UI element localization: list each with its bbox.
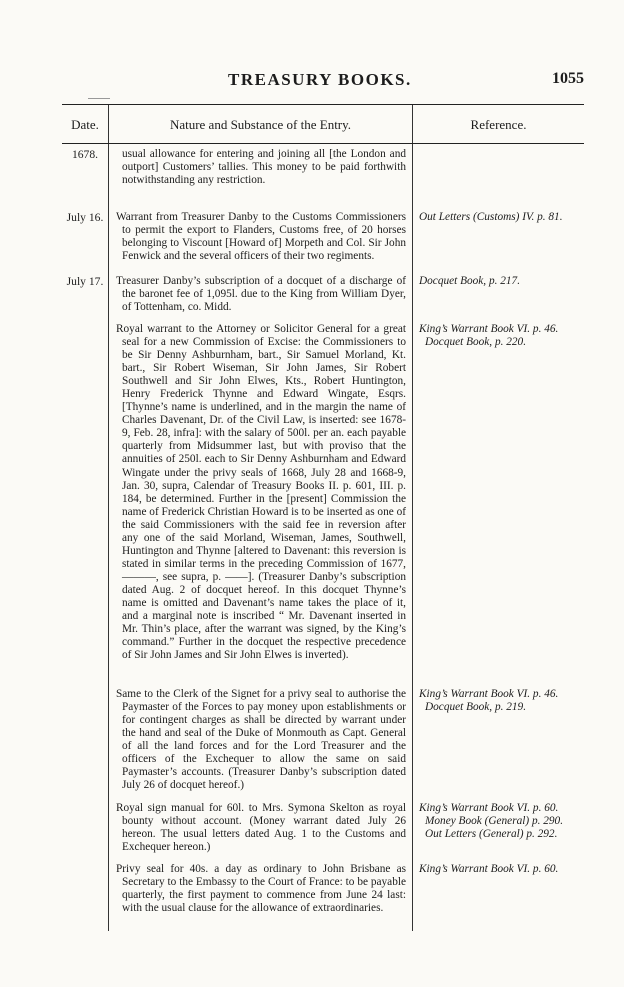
page-number: 1055	[552, 70, 584, 87]
entry-table	[62, 104, 584, 931]
entry-text: Treasurer Danby’s subscription of a docquet of a discharge of the baronet fee of 1,095l. due to the King from William Dyer, of Tottenham, co. Midd.	[116, 275, 406, 314]
page-header	[0, 70, 624, 98]
entry-text: Warrant from Treasurer Danby to the Customs Commissioners to permit the export to Flanders, Customs free, of 20 horses belonging to Viscount [Howard of] Morpeth and Col. Sir John Fenwick and the several officers of their two regiments.	[116, 211, 406, 263]
header-nature: Nature and Substance of the Entry.	[169, 117, 352, 132]
entry-date: July 16.	[66, 211, 104, 224]
entry-reference: King’s Warrant Book VI. p. 46. Docquet Book, p. 219.	[419, 688, 559, 714]
entry-reference: Out Letters (Customs) IV. p. 81.	[419, 211, 563, 223]
entry-date: July 17.	[66, 275, 104, 288]
entry-text: usual allowance for entering and joining all [the London and outport] Customers’ tallies. This money to be paid forthwith notwithstanding any restriction.	[122, 148, 406, 187]
entry-text: Royal sign manual for 60l. to Mrs. Symona Skelton as royal bounty without account. (Money warrant dated July 26 hereon. The usual letters dated Aug. 1 to the Customs and Exchequer hereon.)	[116, 802, 406, 854]
header-dash	[88, 98, 110, 99]
column-headers	[62, 105, 584, 144]
entry-reference: King’s Warrant Book VI. p. 46. Docquet Book, p. 220.	[419, 323, 559, 349]
entry-reference: King’s Warrant Book VI. p. 60.	[419, 863, 559, 875]
running-title: TREASURY BOOKS.	[228, 70, 412, 89]
entry-reference: King’s Warrant Book VI. p. 60. Money Book (General) p. 290. Out Letters (General) p. 292.	[419, 802, 564, 841]
entry-date: 1678.	[71, 148, 99, 161]
header-reference: Reference.	[470, 117, 527, 132]
entry-text: Royal warrant to the Attorney or Solicitor General for a great seal for a new Commission of Excise: the Commissioners to be Sir Denny Ashburnham, bart., Sir Samuel Morland, Kt. bart., Sir Robert Wiseman, Sir John James, Sir Robert Southwell and Sir John Elwes, Kts., Robert Huntington, Henry Frederick Thynne and Edward Wingate, Esqrs. [Thynne’s name is underlined, and in the margin the name of Charles Davenant, Dr. of the Civil Law, is inserted: see 1678-9, Feb. 28, infra]: with the salary of 500l. per an. each payable quarterly from Midsummer last, but with proviso that the annuities of 250l. each to Sir Denny Ashburnham and Edward Wingate under the privy seals of 1668, July 28 and 1668-9, Jan. 30, supra, Calendar of Treasury Books II. p. 601, III. p. 184, be determined. Further in the [present] Commission the name of Frederick Christian Howard is to be inserted as one of the said Commissioners with the said fee in reversion after any one of the said Morland, Wiseman, James, Southwell, Huntington and Thynne [altered to Davenant: this reversion is stated in similar terms in the preceding Commission of 1677, ———, see supra, p. ——]. (Treasurer Danby’s subscription dated Aug. 2 of docquet hereof. In this docquet Thynne’s name is omitted and Davenant’s name takes the place of it, and a marginal note is inscribed “ Mr. Davenant inserted in Mr. Thin’s place, after the warrant was signed, by the King’s command.” Further in the docquet the respective precedence of Sir John James and Sir John Elwes is inverted).	[116, 323, 406, 662]
column-rule-date	[108, 105, 109, 931]
column-rule-reference	[412, 105, 413, 931]
entry-text: Privy seal for 40s. a day as ordinary to John Brisbane as Secretary to the Embassy to the Court of France: to be payable quarterly, the first payment to commence from June 24 last: with the usual clause for the allowance of extraordinaries.	[116, 863, 406, 915]
entry-reference: Docquet Book, p. 217.	[419, 275, 521, 287]
entry-text: Same to the Clerk of the Signet for a privy seal to authorise the Paymaster of the Forces to pay money upon establishments or for contingent charges as shall be directed by warrant under the hand and seal of the Duke of Monmouth as Capt. General of all the land forces and for the Lord Treasurer and the officers of the Exchequer to allow the same on said Paymaster’s accounts. (Treasurer Danby’s subscription dated July 26 of docquet hereof.)	[116, 688, 406, 792]
header-date: Date.	[71, 117, 99, 132]
